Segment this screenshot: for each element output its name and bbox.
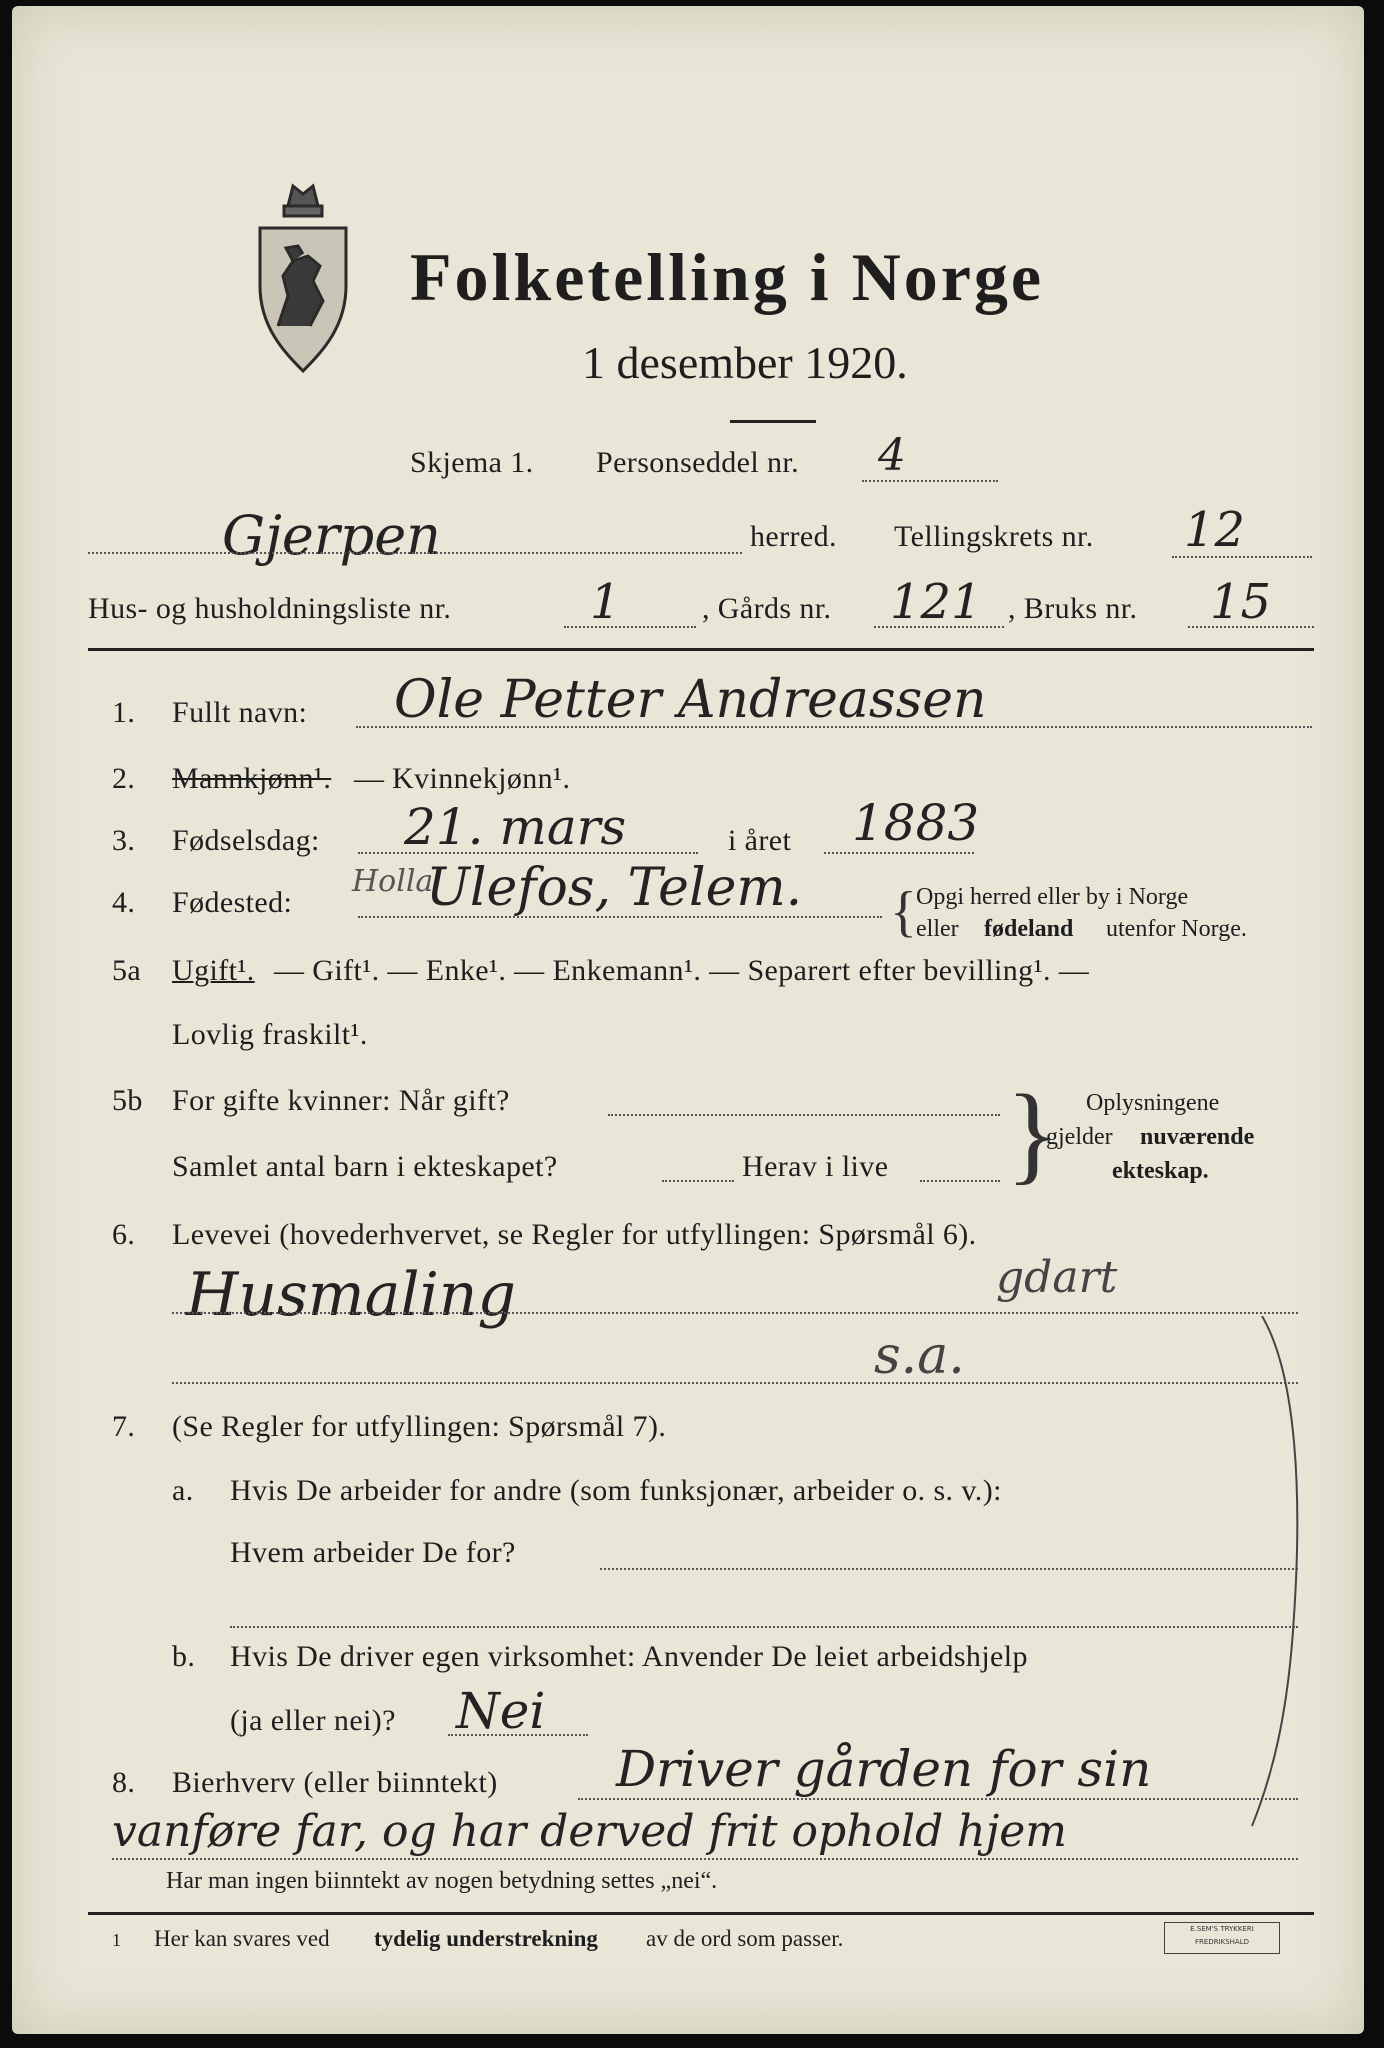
personseddel-value: 4	[878, 430, 906, 481]
footnote-separator	[88, 1912, 1314, 1915]
tellingskrets-value: 12	[1184, 502, 1246, 558]
q4-birthplace-value: Ulefos, Telem.	[426, 858, 803, 918]
q3-line	[358, 852, 698, 854]
q4-brace: {	[890, 881, 917, 943]
q7b-text2: (ja eller nei)?	[230, 1704, 396, 1737]
bruks-label: , Bruks nr.	[1008, 592, 1138, 625]
q7a-text2: Hvem arbeider De for?	[230, 1536, 516, 1569]
q7b-letter: b.	[172, 1640, 196, 1673]
bruks-value: 15	[1210, 574, 1272, 630]
bruks-line	[1188, 626, 1314, 628]
q6-number: 6.	[112, 1218, 136, 1251]
tellingskrets-line	[1172, 556, 1312, 558]
q5a-other-options: — Gift¹. — Enke¹. — Enkemann¹. — Separert efter bevilling¹. —	[274, 954, 1090, 987]
norwegian-coat-of-arms-icon	[248, 176, 358, 376]
husliste-line	[564, 626, 696, 628]
gards-label: , Gårds nr.	[702, 592, 832, 625]
footnote-text-c: av de ord som passer.	[646, 1926, 844, 1951]
q4-label: Fødested:	[172, 886, 293, 919]
schema-label: Skjema 1.	[410, 446, 534, 479]
q1-label: Fullt navn:	[172, 696, 308, 729]
title-divider	[730, 420, 816, 423]
q5b-note-line3: ekteskap.	[1112, 1158, 1209, 1184]
q2-male-option: Mannkjønn¹.	[172, 762, 332, 795]
personseddel-label: Personseddel nr.	[596, 446, 800, 479]
q5b-note-line1: Oplysningene	[1086, 1090, 1220, 1116]
q5a-ugift-option: Ugift¹.	[172, 954, 255, 987]
gards-value: 121	[890, 574, 982, 630]
herred-line	[88, 552, 742, 554]
census-date: 1 desember 1920.	[582, 337, 908, 388]
q4-number: 4.	[112, 886, 136, 919]
footnote-marker: 1	[112, 1930, 121, 1950]
q5b-line2-a: Samlet antal barn i ekteskapet?	[172, 1150, 558, 1183]
q7b-value: Nei	[456, 1682, 546, 1740]
q5b-line2-b: Herav i live	[742, 1150, 889, 1183]
gards-line	[874, 626, 1004, 628]
q7a-text: Hvis De arbeider for andre (som funksjonær, arbeider o. s. v.):	[230, 1474, 1002, 1507]
census-form-paper	[12, 6, 1364, 2034]
q3-birthday-value: 21. mars	[404, 798, 627, 856]
q5a-number: 5a	[112, 954, 142, 987]
q4-note-line2-c: utenfor Norge.	[1106, 916, 1247, 942]
q8-label: Bierhverv (eller biinntekt)	[172, 1766, 498, 1799]
q8-value-line2: vanføre far, og har derved frit ophold hjem	[112, 1806, 1067, 1857]
q5a-lovlig-fraskilt: Lovlig fraskilt¹.	[172, 1018, 368, 1051]
footnote-text-b: tydelig understrekning	[374, 1926, 598, 1951]
husliste-value: 1	[590, 574, 621, 630]
q7-label: (Se Regler for utfyllingen: Spørsmål 7).	[172, 1410, 667, 1443]
form-title: Folketelling i Norge	[410, 239, 1045, 315]
q4-annotation: Holla	[352, 864, 434, 899]
q8-value-line1: Driver gården for sin	[616, 1740, 1152, 1798]
q5b-note-line2-b: nuværende	[1140, 1124, 1255, 1150]
q5b-line2-dots	[662, 1180, 734, 1182]
q7-number: 7.	[112, 1410, 136, 1443]
q6-label: Levevei (hovederhvervet, se Regler for utfyllingen: Spørsmål 6).	[172, 1218, 977, 1251]
q3-year-label: i året	[728, 824, 792, 857]
q7b-line	[448, 1734, 588, 1736]
q5b-line1-dots	[608, 1114, 1000, 1116]
footnote-text-a: Her kan svares ved	[154, 1926, 330, 1951]
q1-line	[356, 726, 1312, 728]
q6-line2	[172, 1382, 1298, 1384]
personseddel-line	[862, 480, 998, 482]
husliste-label: Hus- og husholdningsliste nr.	[88, 592, 452, 625]
q7a-line1	[600, 1568, 1298, 1570]
q2-female-option: Kvinnekjønn¹.	[392, 762, 571, 795]
q6-annotation-gdart: gdart	[996, 1252, 1118, 1303]
q4-note-line1: Opgi herred eller by i Norge	[916, 884, 1189, 910]
q3-number: 3.	[112, 824, 136, 857]
printer-stamp: E.SEM'S TRYKKERI FREDRIKSHALD	[1164, 1922, 1280, 1954]
herred-label: herred.	[750, 520, 837, 553]
q6-annotation-sa: s.a.	[874, 1326, 965, 1386]
q1-full-name-value: Ole Petter Andreassen	[394, 670, 987, 730]
q3-year-line	[824, 852, 974, 854]
q5b-line1: For gifte kvinner: Når gift?	[172, 1084, 510, 1117]
q4-line	[358, 916, 882, 918]
q8-note: Har man ingen biinntekt av nogen betydning settes „nei“.	[166, 1868, 718, 1894]
q7a-letter: a.	[172, 1474, 194, 1507]
q5b-brace: }	[1006, 1072, 1059, 1194]
q8-line1	[578, 1798, 1298, 1800]
q7a-line2	[230, 1626, 1298, 1628]
q6-occupation-value: Husmaling	[186, 1260, 516, 1330]
q8-number: 8.	[112, 1766, 136, 1799]
q3-year-value: 1883	[852, 794, 980, 852]
q5b-number: 5b	[112, 1084, 143, 1117]
q7b-text: Hvis De driver egen virksomhet: Anvender De leiet arbeidshjelp	[230, 1640, 1028, 1673]
q4-note-line2-a: eller	[916, 916, 959, 942]
q8-line2	[112, 1858, 1298, 1860]
header-separator	[88, 648, 1314, 651]
q5b-line2b-dots	[920, 1180, 1000, 1182]
q3-label: Fødselsdag:	[172, 824, 320, 857]
q6-line1	[172, 1312, 1298, 1314]
pencil-margin-mark	[1242, 1316, 1332, 1836]
tellingskrets-label: Tellingskrets nr.	[894, 520, 1094, 553]
q5b-note-line2-a: gjelder	[1046, 1124, 1113, 1150]
herred-value: Gjerpen	[222, 504, 441, 567]
q4-note-line2-b: fødeland	[984, 916, 1074, 942]
q2-dash: —	[354, 762, 385, 795]
q1-number: 1.	[112, 696, 136, 729]
q2-number: 2.	[112, 762, 136, 795]
